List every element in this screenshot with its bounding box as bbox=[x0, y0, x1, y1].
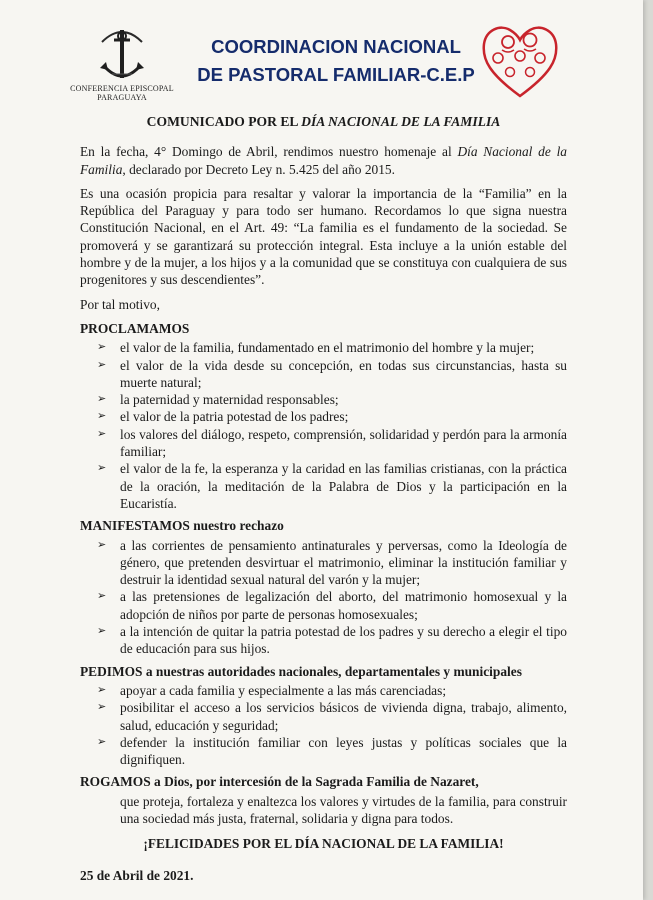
list-item: ➢ a la intención de quitar la patria potestad de los padres y su derecho a elegir el tipo de educación para sus hijos. bbox=[97, 624, 567, 657]
list-item: ➢ posibilitar el acceso a los servicios básicos de vivienda digna, trabajo, alimento, salud, educación y seguridad; bbox=[97, 700, 567, 733]
list-item: ➢ a las pretensiones de legalización del aborto, del matrimonio homosexual y la adopción de niños por parte de personas homosexuales; bbox=[97, 589, 567, 622]
intro-p1-italic: Día Nacional de la Familia bbox=[80, 144, 567, 177]
pedimos-list bbox=[80, 682, 567, 768]
list-item: ➢ a las corrientes de pensamiento antinaturales y perversas, como la Ideología de género, que pretenden desvirtuar el matrimonio, eliminar la institución familiar y destruir la identidad sexual natural del varón y la mujer; bbox=[97, 537, 567, 588]
arrow-bullet-icon: ➢ bbox=[97, 358, 107, 371]
intro-paragraph-2: Es una ocasión propicia para resaltar y valorar la importancia de la “Familia” en la República del Paraguay y para todo ser humano. Recordamos lo que signa nuestra Constitución Nacional, en el Art. 49: “La familia es el fundamento de la sociedad. Se promoverá y se garantizará su protección integral. Esta incluye a la unión estable del hombre y de la mujer, a los hijos y a la comunidad que se constituya con cualquiera de sus progenitores y sus descendientes”. bbox=[80, 185, 567, 288]
list-item: ➢ los valores del diálogo, respeto, comprensión, solidaridad y perdón para la armonía familiar; bbox=[97, 426, 567, 460]
arrow-bullet-icon: ➢ bbox=[97, 701, 107, 714]
title-line-1: COORDINACION NACIONAL bbox=[211, 36, 461, 57]
heart-family-icon bbox=[480, 20, 560, 102]
closing-greeting: ¡FELICIDADES POR EL DÍA NACIONAL DE LA FAMILIA! bbox=[143, 836, 504, 852]
title-line-2: DE PASTORAL FAMILIAR-C.E.P bbox=[197, 64, 475, 85]
cross-anchor-icon bbox=[92, 22, 152, 84]
heading-normal: COMUNICADO POR EL bbox=[146, 114, 302, 129]
list-item: ➢ la paternidad y maternidad responsables; bbox=[97, 392, 339, 408]
cep-logo bbox=[58, 22, 186, 102]
intro-p1-start: En la fecha, 4° Domingo de Abril, rendimos nuestro homenaje al bbox=[80, 144, 458, 160]
letterhead-title bbox=[186, 33, 486, 89]
intro-paragraph-1 bbox=[80, 143, 567, 178]
proclamamos-list bbox=[80, 339, 567, 512]
intro-paragraph-3: Por tal motivo, bbox=[80, 296, 160, 312]
letter-body bbox=[80, 113, 567, 884]
list-item: ➢ apoyar a cada familia y especialmente a las más carenciadas; bbox=[97, 682, 447, 698]
heading-italic: DÍA NACIONAL DE LA FAMILIA bbox=[301, 114, 501, 129]
org-caption-line-2: PARAGUAYA bbox=[97, 93, 147, 102]
arrow-bullet-icon: ➢ bbox=[97, 341, 107, 354]
section-title-rogamos: ROGAMOS a Dios, por intercesión de la Sagrada Familia de Nazaret, bbox=[80, 774, 479, 790]
document-date: 25 de Abril de 2021. bbox=[80, 867, 194, 883]
manifestamos-list bbox=[80, 537, 567, 658]
arrow-bullet-icon: ➢ bbox=[97, 625, 107, 638]
org-caption-line-1: CONFERENCIA EPISCOPAL bbox=[70, 84, 174, 93]
arrow-bullet-icon: ➢ bbox=[97, 427, 107, 440]
section-title-manifestamos: MANIFESTAMOS nuestro rechazo bbox=[80, 518, 284, 534]
list-item: ➢ el valor de la vida desde su concepción, en todas sus circunstancias, hasta su muerte natural; bbox=[97, 357, 567, 390]
letterhead bbox=[0, 0, 643, 105]
arrow-bullet-icon: ➢ bbox=[97, 410, 107, 423]
arrow-bullet-icon: ➢ bbox=[97, 462, 107, 475]
arrow-bullet-icon: ➢ bbox=[97, 735, 107, 748]
arrow-bullet-icon: ➢ bbox=[97, 683, 107, 696]
list-item: ➢ defender la institución familiar con leyes justas y políticas sociales que la dignifiquen. bbox=[97, 734, 567, 768]
family-heart-logo bbox=[480, 20, 560, 107]
list-item: ➢ el valor de la patria potestad de los padres; bbox=[97, 409, 349, 425]
arrow-bullet-icon: ➢ bbox=[97, 538, 107, 551]
arrow-bullet-icon: ➢ bbox=[97, 393, 107, 406]
section-title-pedimos: PEDIMOS a nuestras autoridades nacionales, departamentales y municipales bbox=[80, 663, 522, 679]
rogamos-text: que proteja, fortaleza y enaltezca los valores y virtudes de la familia, para construir una sociedad más justa, fraternal, solidaria y digna para todos. bbox=[120, 793, 567, 826]
section-title-proclamamos: PROCLAMAMOS bbox=[80, 320, 190, 336]
intro-p1-end: , declarado por Decreto Ley n. 5.425 del año 2015. bbox=[122, 161, 395, 177]
arrow-bullet-icon: ➢ bbox=[97, 590, 107, 603]
list-item: ➢ el valor de la familia, fundamentado en el matrimonio del hombre y la mujer; bbox=[97, 340, 535, 356]
list-item: ➢ el valor de la fe, la esperanza y la caridad en las familias cristianas, con la práctica de la oración, la meditación de la Palabra de Dios y la participación en la Eucaristía. bbox=[97, 461, 567, 511]
document-heading bbox=[80, 113, 567, 130]
